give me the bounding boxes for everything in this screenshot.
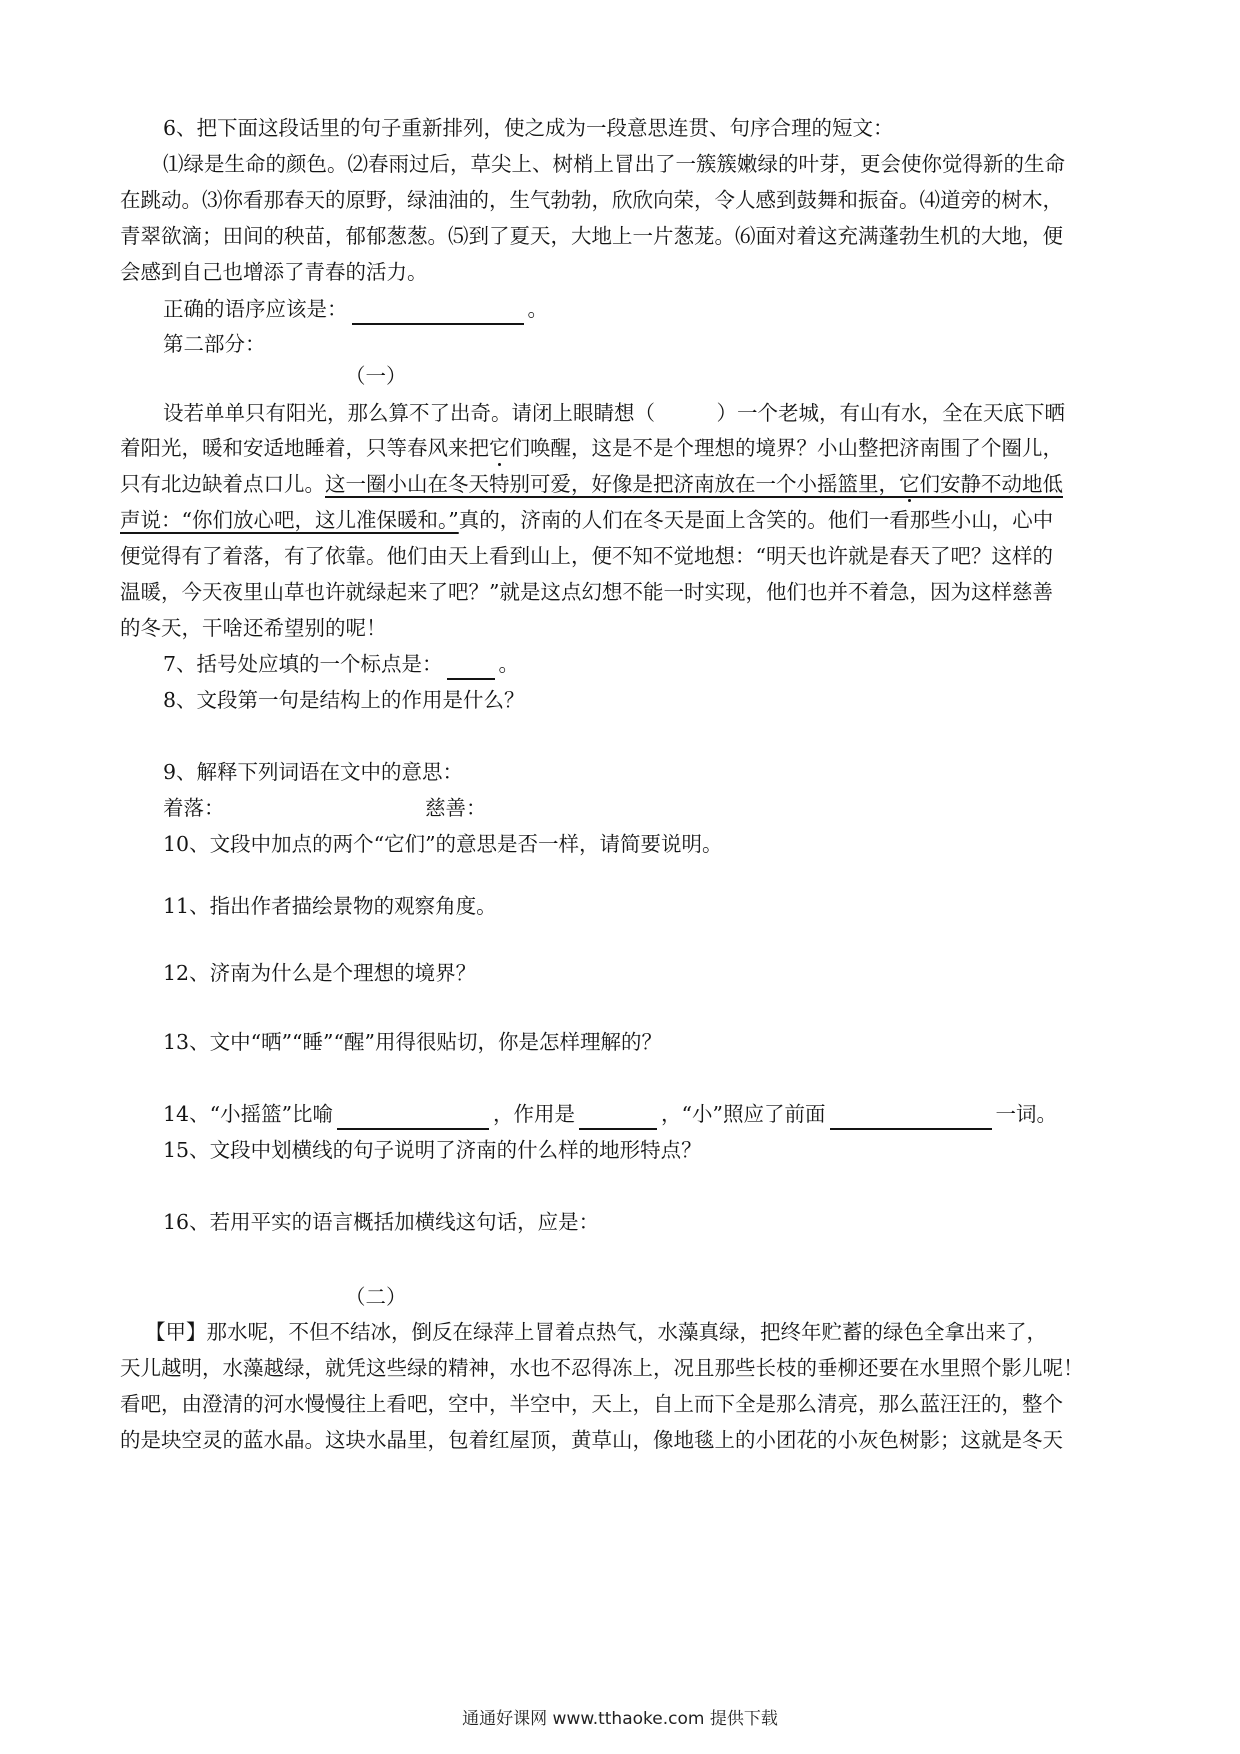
q6-text-line-2: 在跳动。⑶你看那春天的原野，绿油油的，生气勃勃，欣欣向荣，令人感到鼓舞和振奋。⑷道旁的树木， [120,188,1063,212]
underlined-sentence-part-2: 声说：“你们放心吧，这儿准保暖和。” [120,508,459,532]
q14-text-b: ，作用是 [493,1102,576,1126]
dotted-char: 它 [489,436,510,460]
question-11: 11、指出作者描绘景物的观察角度。 [163,894,497,918]
question-16: 16、若用平实的语言概括加横线这句话，应是： [163,1210,600,1234]
q6-answer-label: 正确的语序应该是： [163,297,348,321]
passage-one-line-3 [120,468,1120,500]
q7-text: 7、括号处应填的一个标点是： [163,652,443,676]
q7-blank[interactable] [447,656,495,680]
question-12: 12、济南为什么是个理想的境界？ [163,961,477,985]
underlined-sentence-part-1: 这一圈小山在冬天特别可爱，好像是把济南放在一个小摇篮里，它们安静不动地低 [325,472,1063,496]
footer-download-note: 通通好课网 www.tthaoke.com 提供下载 [462,1709,778,1729]
section-two-title: （二） [345,1285,407,1309]
q9-term-b: 慈善： [425,796,487,820]
passage-one-line-7: 的冬天，干啥还希望别的呢！ [120,616,387,640]
passage-one-line-1: 设若单单只有阳光，那么算不了出奇。请闭上眼睛想（ ）一个老城，有山有水，全在天底下晒 [163,401,1065,425]
q6-text-line-1: ⑴绿是生命的颜色。⑵春雨过后，草尖上、树梢上冒出了一簇簇嫩绿的叶芽，更会使你觉得新的生命 [163,152,1065,176]
q6-prompt: 6、把下面这段话里的句子重新排列，使之成为一段意思连贯、句序合理的短文： [163,116,894,140]
q14-text-a: 14、“小摇篮”比喻 [163,1102,334,1126]
q14-text-d: 一词。 [995,1102,1058,1126]
question-10: 10、文段中加点的两个“它们”的意思是否一样，请简要说明。 [163,832,723,856]
passage-one-line-2: 着阳光，暖和安适地睡着，只等春风来把它们唤醒，这是不是个理想的境界？小山整把济南围了个圈儿， [120,436,1063,460]
passage-two-line-1: 【甲】那水呢，不但不结冰，倒反在绿萍上冒着点热气，水藻真绿，把终年贮蓄的绿色全拿出来了， [145,1320,1047,1344]
q6-text-line-3: 青翠欲滴；田间的秧苗，郁郁葱葱。⑸到了夏天，大地上一片葱茏。⑹面对着这充满蓬勃生机的大地，便 [120,224,1063,248]
q6-answer-blank[interactable] [352,301,524,325]
q14-blank-2[interactable] [579,1106,657,1130]
q7-end: 。 [498,652,520,676]
section-one-title: （一） [345,364,407,388]
passage-one-line-4 [120,504,1120,536]
q9-term-a: 着落： [163,796,225,820]
part-two-heading: 第二部分： [163,332,266,356]
passage-two-line-3: 看吧，由澄清的河水慢慢往上看吧，空中，半空中，天上，自上而下全是那么清亮，那么蓝汪汪的，整个 [120,1392,1063,1416]
passage-two-line-2: 天儿越明，水藻越绿，就凭这些绿的精神，水也不忍得冻上，况且那些长枝的垂柳还要在水里照个影儿呢！ [120,1356,1084,1380]
q6-text-line-4: 会感到自己也增添了青春的活力。 [120,260,428,284]
question-15: 15、文段中划横线的句子说明了济南的什么样的地形特点？ [163,1138,702,1162]
question-7 [163,648,1163,680]
question-14 [163,1098,1163,1130]
question-13: 13、文中“晒”“睡”“醒”用得很贴切，你是怎样理解的？ [163,1030,662,1054]
q6-answer-row [163,293,1163,325]
question-8: 8、文段第一句是结构上的作用是什么？ [163,688,525,712]
q14-blank-3[interactable] [830,1106,992,1130]
q14-blank-1[interactable] [337,1106,489,1130]
passage-two-line-4: 的是块空灵的蓝水晶。这块水晶里，包着红屋顶，黄草山，像地毯上的小团花的小灰色树影；这就是冬天 [120,1428,1063,1452]
q6-answer-end: 。 [527,297,548,321]
passage-one-line-6: 温暖，今天夜里山草也许就绿起来了吧？”就是这点幻想不能一时实现，他们也并不着急，因为这样慈善 [120,580,1053,604]
passage-line-4-end: 真的，济南的人们在冬天是面上含笑的。他们一看那些小山，心中 [458,508,1054,532]
dotted-char: 它 [899,472,920,496]
passage-one-line-5: 便觉得有了着落，有了依靠。他们由天上看到山上，便不知不觉地想：“明天也许就是春天了吧？这样的 [120,544,1053,568]
passage-line-3-start: 只有北边缺着点口儿。 [120,472,325,496]
q14-text-c: ，“小”照应了前面 [661,1102,826,1126]
question-9: 9、解释下列词语在文中的意思： [163,760,464,784]
